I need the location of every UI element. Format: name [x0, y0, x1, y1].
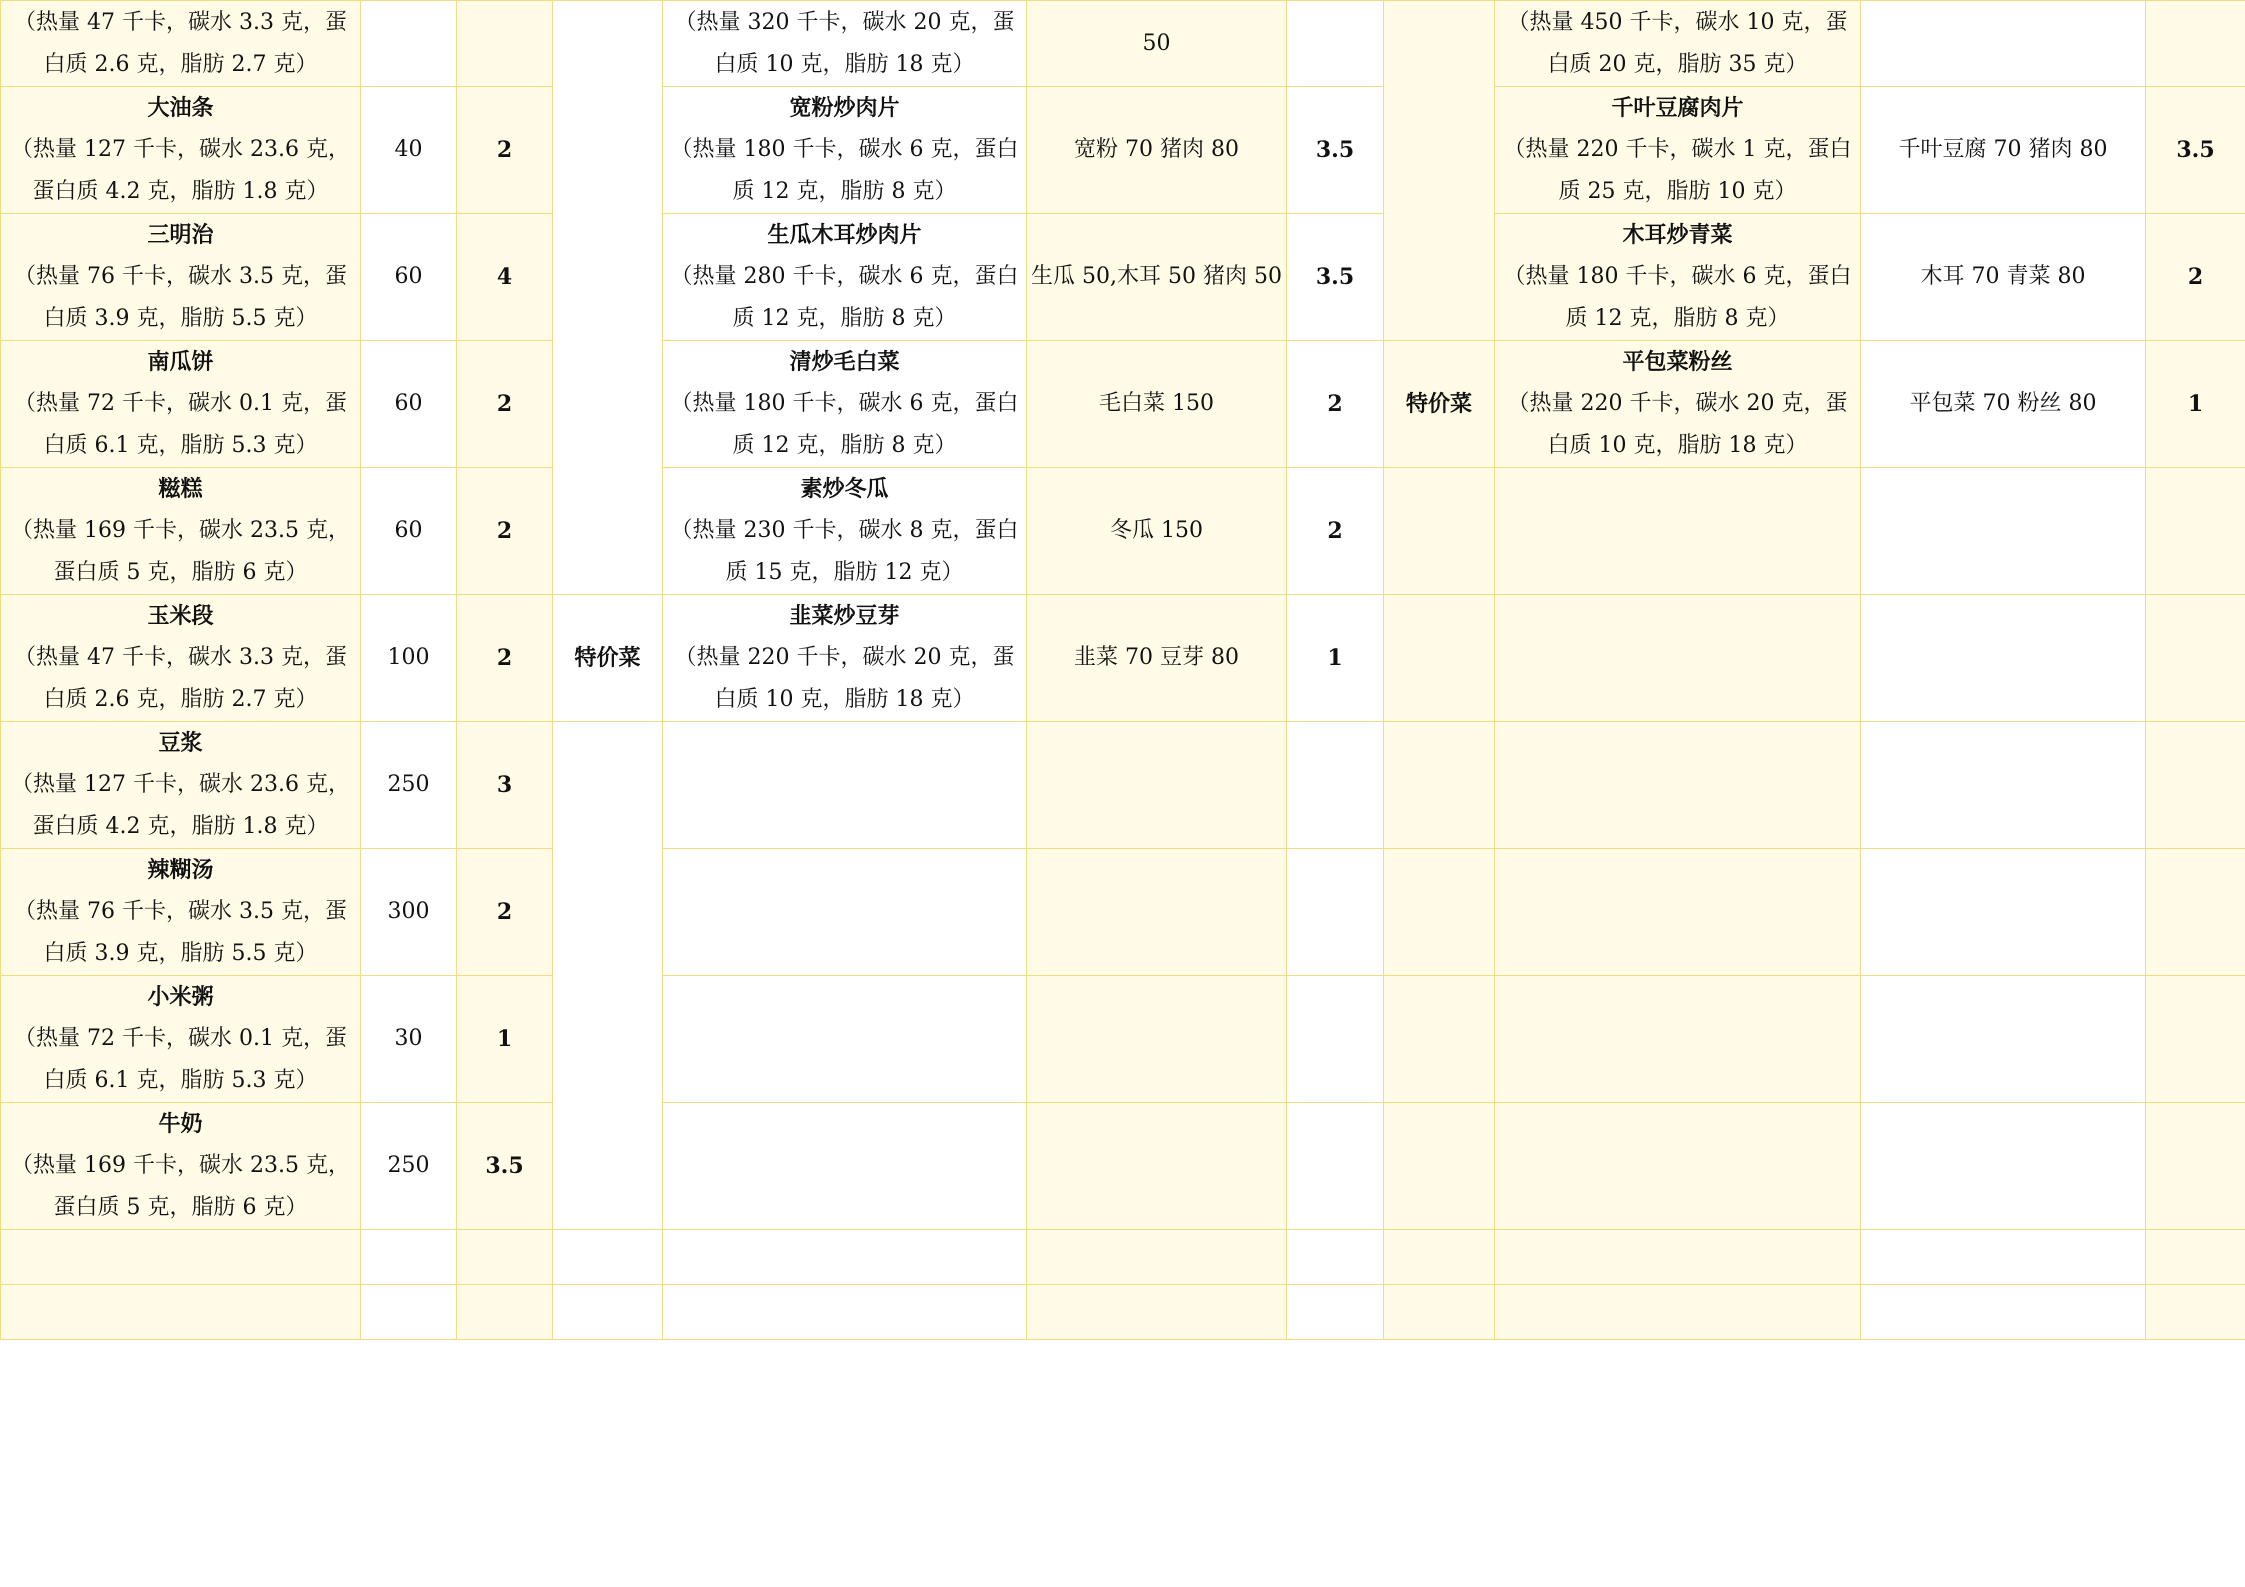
dish-name: 木耳炒青菜: [1622, 222, 1733, 248]
category-cell: [553, 722, 663, 1230]
price-cell: 1: [1287, 595, 1384, 722]
empty-cell: [1384, 595, 1495, 722]
dish-name: 生瓜木耳炒肉片: [767, 222, 922, 248]
empty-cell: [1027, 722, 1287, 849]
qty-cell: 250: [361, 722, 457, 849]
dish-name: 糍糕: [158, 476, 203, 502]
table-row: [1, 1285, 2245, 1340]
category-cell: [553, 1, 663, 595]
dish-nutrition: （热量 180 千卡，碳水 6 克，蛋白质 12 克，脂肪 8 克）: [670, 391, 1019, 458]
empty-cell: [1861, 722, 2146, 849]
empty-cell: [361, 1230, 457, 1285]
dish-nutrition: （热量 450 千卡，碳水 10 克，蛋白质 20 克，脂肪 35 克）: [1507, 9, 1848, 77]
empty-cell: [361, 1285, 457, 1340]
empty-cell: [1384, 849, 1495, 976]
qty-cell: 40: [361, 87, 457, 214]
category-cell: 特价菜: [553, 595, 663, 722]
ingredients-cell: 木耳 70 青菜 80: [1861, 214, 2146, 341]
price-cell: 1: [457, 976, 553, 1103]
empty-cell: [1495, 1103, 1861, 1230]
empty-cell: [1861, 849, 2146, 976]
dish-nutrition: （热量 127 千卡，碳水 23.6 克，蛋白质 4.2 克，脂肪 1.8 克）: [11, 772, 350, 839]
dish-cell: [1, 1103, 361, 1230]
empty-cell: [1384, 976, 1495, 1103]
price-cell: 3: [457, 722, 553, 849]
empty-cell: [1287, 1285, 1384, 1340]
empty-cell: [1, 1230, 361, 1285]
empty-cell: [457, 1230, 553, 1285]
table-row: [1, 849, 2245, 976]
qty-cell: 60: [361, 341, 457, 468]
empty-cell: [663, 1285, 1027, 1340]
empty-cell: [1027, 1285, 1287, 1340]
empty-cell: [1027, 1103, 1287, 1230]
dish-nutrition: （热量 220 千卡，碳水 20 克，蛋白质 10 克，脂肪 18 克）: [1507, 391, 1848, 458]
dish-nutrition: （热量 180 千卡，碳水 6 克，蛋白质 12 克，脂肪 8 克）: [1503, 264, 1852, 331]
table-row: [1, 1230, 2245, 1285]
ingredients-cell: 生瓜 50,木耳 50 猪肉 50: [1027, 214, 1287, 341]
qty-cell: 250: [361, 1103, 457, 1230]
ingredients-cell: 平包菜 70 粉丝 80: [1861, 341, 2146, 468]
empty-cell: [1287, 976, 1384, 1103]
dish-nutrition: （热量 76 千卡，碳水 3.5 克，蛋白质 3.9 克，脂肪 5.5 克）: [14, 264, 347, 331]
dish-cell: [663, 595, 1027, 722]
dish-cell: [1, 595, 361, 722]
price-cell: 3.5: [457, 1103, 553, 1230]
dish-cell: [1, 1, 361, 87]
empty-cell: [1027, 976, 1287, 1103]
dish-cell: [663, 1, 1027, 87]
table-row: [1, 341, 2245, 468]
empty-cell: [1027, 849, 1287, 976]
dish-name: 豆浆: [158, 730, 203, 756]
empty-cell: [2146, 1285, 2245, 1340]
empty-cell: [1287, 1103, 1384, 1230]
empty-cell: [1287, 722, 1384, 849]
empty-cell: [457, 1285, 553, 1340]
ingredients-cell: 韭菜 70 豆芽 80: [1027, 595, 1287, 722]
dish-cell: [1495, 214, 1861, 341]
qty-cell: 100: [361, 595, 457, 722]
dish-cell: [1, 849, 361, 976]
dish-nutrition: （热量 280 千卡，碳水 6 克，蛋白质 12 克，脂肪 8 克）: [670, 264, 1019, 331]
empty-cell: [663, 976, 1027, 1103]
dish-name: 平包菜粉丝: [1622, 349, 1733, 375]
dish-nutrition: （热量 127 千卡，碳水 23.6 克，蛋白质 4.2 克，脂肪 1.8 克）: [11, 137, 350, 204]
price-cell: 3.5: [1287, 214, 1384, 341]
dish-cell: [663, 214, 1027, 341]
empty-cell: [1384, 722, 1495, 849]
empty-cell: [1495, 1230, 1861, 1285]
qty-cell: 300: [361, 849, 457, 976]
empty-cell: [1027, 1230, 1287, 1285]
dish-name: 牛奶: [158, 1111, 203, 1137]
dish-name: 素炒冬瓜: [800, 476, 889, 502]
category-cell: 特价菜: [1384, 341, 1495, 468]
empty-cell: [1384, 468, 1495, 595]
dish-nutrition: （热量 72 千卡，碳水 0.1 克，蛋白质 6.1 克，脂肪 5.3 克）: [14, 1026, 347, 1093]
price-cell: 2: [457, 849, 553, 976]
dish-nutrition: （热量 220 千卡，碳水 20 克，蛋白质 10 克，脂肪 18 克）: [674, 645, 1015, 712]
table-row: [1, 722, 2245, 849]
table-row: [1, 468, 2245, 595]
empty-cell: [2146, 976, 2245, 1103]
empty-cell: [663, 849, 1027, 976]
dish-name: 韭菜炒豆芽: [789, 603, 900, 629]
empty-cell: [1495, 468, 1861, 595]
empty-cell: [1495, 595, 1861, 722]
price-cell: 3.5: [1287, 87, 1384, 214]
ingredients-cell: 宽粉 70 猪肉 80: [1027, 87, 1287, 214]
dish-nutrition: （热量 76 千卡，碳水 3.5 克，蛋白质 3.9 克，脂肪 5.5 克）: [14, 899, 347, 966]
dish-cell: [1, 214, 361, 341]
dish-cell: [1, 341, 361, 468]
dish-name: 千叶豆腐肉片: [1611, 95, 1744, 121]
qty-cell: 60: [361, 468, 457, 595]
empty-cell: [553, 1230, 663, 1285]
empty-cell: [1287, 849, 1384, 976]
table-row: [1, 595, 2245, 722]
dish-name: 三明治: [147, 222, 214, 248]
dish-nutrition: （热量 169 千卡，碳水 23.5 克，蛋白质 5 克，脂肪 6 克）: [11, 1153, 350, 1220]
empty-cell: [1495, 1285, 1861, 1340]
price-cell: [457, 1, 553, 87]
dish-nutrition: （热量 230 千卡，碳水 8 克，蛋白质 15 克，脂肪 12 克）: [670, 518, 1019, 585]
empty-cell: [2146, 1230, 2245, 1285]
dish-name: 玉米段: [147, 603, 214, 629]
dish-nutrition: （热量 180 千卡，碳水 6 克，蛋白质 12 克，脂肪 8 克）: [670, 137, 1019, 204]
category-cell: [1384, 1, 1495, 341]
empty-cell: [1384, 1230, 1495, 1285]
dish-name: 辣糊汤: [147, 857, 214, 883]
dish-cell: [663, 468, 1027, 595]
dish-name: 南瓜饼: [147, 349, 214, 375]
dish-name: 小米粥: [147, 984, 214, 1010]
table-row: [1, 214, 2245, 341]
dish-cell: [1, 976, 361, 1103]
empty-cell: [2146, 1103, 2245, 1230]
ingredients-cell: [1861, 1, 2146, 87]
dish-name: 清炒毛白菜: [789, 349, 900, 375]
price-cell: 2: [2146, 214, 2245, 341]
empty-cell: [1495, 722, 1861, 849]
dish-name: 大油条: [147, 95, 214, 121]
empty-cell: [2146, 468, 2245, 595]
qty-cell: [361, 1, 457, 87]
price-cell: 2: [457, 468, 553, 595]
table-row: [1, 1103, 2245, 1230]
qty-cell: 30: [361, 976, 457, 1103]
dish-cell: [1495, 341, 1861, 468]
ingredients-cell: 冬瓜 150: [1027, 468, 1287, 595]
empty-cell: [1287, 1230, 1384, 1285]
empty-cell: [663, 722, 1027, 849]
empty-cell: [663, 1103, 1027, 1230]
empty-cell: [1861, 595, 2146, 722]
empty-cell: [1384, 1285, 1495, 1340]
empty-cell: [1861, 1285, 2146, 1340]
price-cell: 2: [457, 341, 553, 468]
dish-cell: [1495, 1, 1861, 87]
dish-cell: [1, 468, 361, 595]
table-row: [1, 976, 2245, 1103]
dish-nutrition: （热量 169 千卡，碳水 23.5 克，蛋白质 5 克，脂肪 6 克）: [11, 518, 350, 585]
ingredients-cell: 50: [1027, 1, 1287, 87]
dish-nutrition: （热量 47 千卡，碳水 3.3 克，蛋白质 2.6 克，脂肪 2.7 克）: [14, 9, 347, 77]
ingredients-cell: 毛白菜 150: [1027, 341, 1287, 468]
dish-cell: [1, 722, 361, 849]
empty-cell: [1, 1285, 361, 1340]
ingredients-cell: 千叶豆腐 70 猪肉 80: [1861, 87, 2146, 214]
dish-cell: [663, 341, 1027, 468]
empty-cell: [2146, 722, 2245, 849]
empty-cell: [663, 1230, 1027, 1285]
dish-nutrition: （热量 72 千卡，碳水 0.1 克，蛋白质 6.1 克，脂肪 5.3 克）: [14, 391, 347, 458]
dish-name: 宽粉炒肉片: [789, 95, 900, 121]
qty-cell: 60: [361, 214, 457, 341]
empty-cell: [1861, 976, 2146, 1103]
empty-cell: [1861, 468, 2146, 595]
dish-nutrition: （热量 320 千卡，碳水 20 克，蛋白质 10 克，脂肪 18 克）: [674, 9, 1015, 77]
empty-cell: [1384, 1103, 1495, 1230]
empty-cell: [2146, 595, 2245, 722]
empty-cell: [1861, 1230, 2146, 1285]
empty-cell: [2146, 849, 2245, 976]
dish-cell: [1, 87, 361, 214]
price-cell: 2: [457, 87, 553, 214]
empty-cell: [1861, 1103, 2146, 1230]
empty-cell: [1495, 976, 1861, 1103]
empty-cell: [553, 1285, 663, 1340]
dish-nutrition: （热量 220 千卡，碳水 1 克，蛋白质 25 克，脂肪 10 克）: [1503, 137, 1852, 204]
price-cell: [1287, 1, 1384, 87]
price-cell: 2: [457, 595, 553, 722]
price-cell: 1: [2146, 341, 2245, 468]
table-row: [1, 87, 2245, 214]
price-cell: 3.5: [2146, 87, 2245, 214]
empty-cell: [1495, 849, 1861, 976]
table-row: [1, 1, 2245, 87]
price-cell: 4: [457, 214, 553, 341]
dish-nutrition: （热量 47 千卡，碳水 3.3 克，蛋白质 2.6 克，脂肪 2.7 克）: [14, 645, 347, 712]
price-cell: 2: [1287, 468, 1384, 595]
price-cell: [2146, 1, 2245, 87]
dish-cell: [663, 87, 1027, 214]
dish-cell: [1495, 87, 1861, 214]
price-cell: 2: [1287, 341, 1384, 468]
